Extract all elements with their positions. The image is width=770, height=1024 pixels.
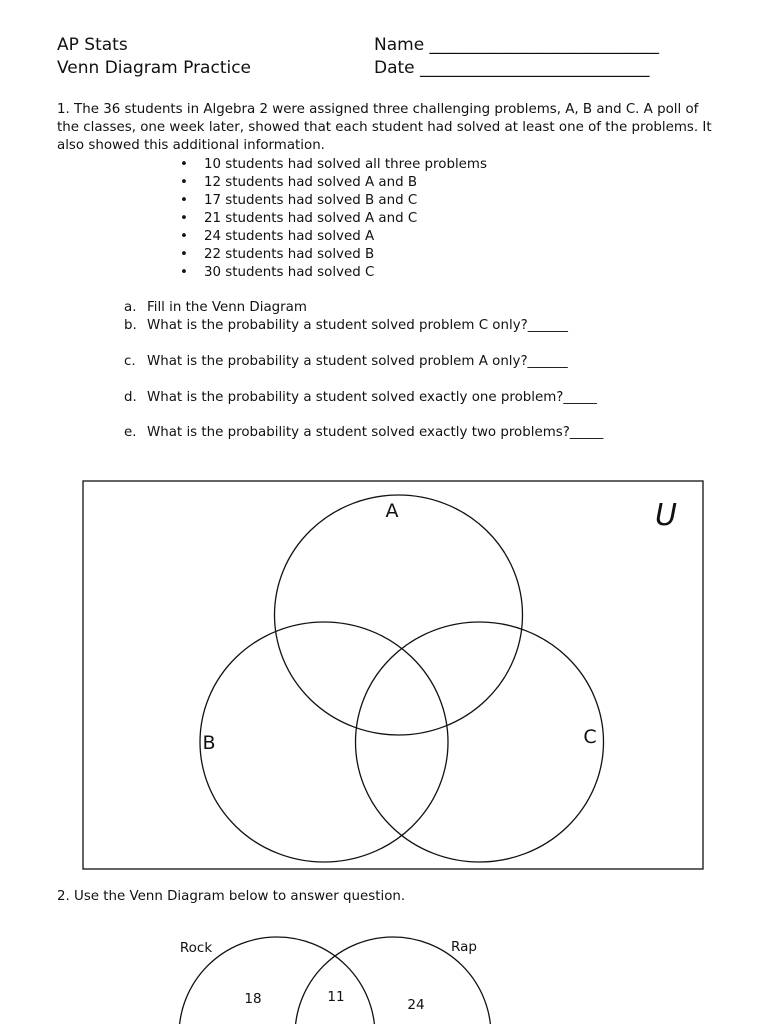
circle-b xyxy=(200,622,448,862)
question-1-prompt: 1. The 36 students in Algebra 2 were assigned three challenging problems, A, B and C. A poll of the classes, one week later, showed that each student had solved at least one of the problems. It also showed this additional information. xyxy=(57,102,712,153)
part-letter: a. xyxy=(124,300,137,315)
set-a-label: A xyxy=(385,500,399,522)
set-b-label: B xyxy=(202,732,216,754)
part-letter: d. xyxy=(124,390,137,405)
overlap-value: 11 xyxy=(327,989,345,1005)
rap-only-value: 24 xyxy=(407,997,425,1013)
universe-label: U xyxy=(655,498,677,533)
list-item: • 22 students had solved B xyxy=(180,246,487,264)
rock-only-value: 18 xyxy=(244,991,262,1007)
list-item: • 30 students had solved C xyxy=(180,264,487,282)
circle-c xyxy=(356,622,604,862)
three-set-venn-diagram xyxy=(83,481,703,869)
part-text: What is the probability a student solved exactly one problem?_____ xyxy=(147,390,597,405)
part-letter: c. xyxy=(124,354,136,369)
rap-label: Rap xyxy=(451,939,477,955)
part-letter: e. xyxy=(124,425,137,440)
part-letter: b. xyxy=(124,318,137,333)
list-item: • 24 students had solved A xyxy=(180,228,487,246)
list-item: • 21 students had solved A and C xyxy=(180,210,487,228)
name-field[interactable]: Name ___________________________ xyxy=(374,35,660,55)
universe-box xyxy=(83,481,703,869)
set-c-label: C xyxy=(583,726,597,748)
question-2-prompt: 2. Use the Venn Diagram below to answer question. xyxy=(57,889,406,904)
list-item: • 10 students had solved all three problems xyxy=(180,156,487,174)
list-item: • 12 students had solved A and B xyxy=(180,174,487,192)
circle-a xyxy=(275,495,523,735)
part-text: What is the probability a student solved exactly two problems?_____ xyxy=(147,425,604,440)
part-text: Fill in the Venn Diagram xyxy=(147,300,307,315)
worksheet-title: Venn Diagram Practice xyxy=(57,58,252,78)
rock-label: Rock xyxy=(179,940,213,956)
course-title: AP Stats xyxy=(57,35,128,55)
list-item: • 17 students had solved B and C xyxy=(180,192,487,210)
part-text: What is the probability a student solved problem A only?______ xyxy=(147,354,568,369)
part-text: What is the probability a student solved problem C only?______ xyxy=(147,318,568,333)
date-field[interactable]: Date ___________________________ xyxy=(374,58,650,78)
two-set-venn-diagram xyxy=(179,937,491,1024)
